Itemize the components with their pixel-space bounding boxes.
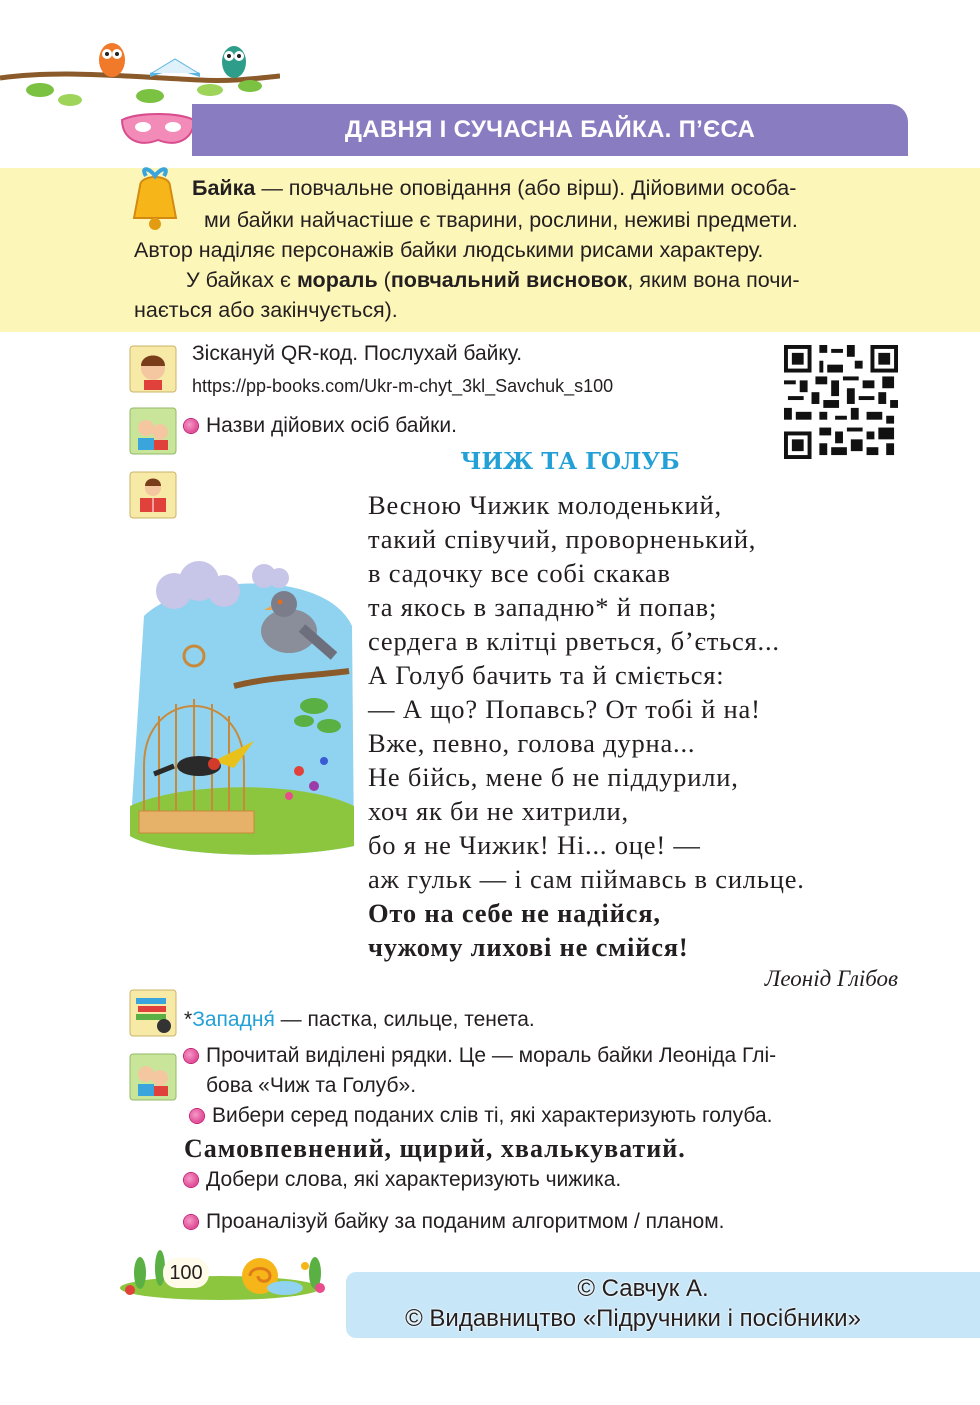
definition-text: (	[377, 268, 391, 292]
poem-line: та якось в западню* й попав;	[368, 592, 718, 622]
poem-line: сердега в клітці рветься, б’ється...	[368, 626, 780, 656]
poem-line: аж гульк — і сам піймавсь в сильце.	[368, 864, 805, 894]
copyright-author: © Савчук А.	[577, 1275, 709, 1302]
word-options: Самовпевнений, щирий, хвалькуватий.	[184, 1134, 686, 1163]
dictionary-icon	[126, 986, 180, 1040]
poem-moral-line: Ото на себе не надійся,	[368, 898, 661, 928]
bell-icon	[120, 166, 190, 236]
qr-url[interactable]: https://pp-books.com/Ukr-m-chyt_3kl_Savchuk_s100	[192, 376, 614, 396]
definition-bold: мораль	[296, 268, 378, 292]
task-choose-words	[190, 1102, 772, 1130]
poem-line: Весною Чижик молоденький,	[368, 490, 722, 520]
definition-line-2: ми байки найчастіше є тварини, рослини, неживі предмети.	[204, 208, 798, 232]
task-read-moral	[184, 1042, 776, 1070]
page-number: 100	[163, 1258, 209, 1288]
task-text: Проаналізуй байку за поданим алгоритмом / планом.	[206, 1210, 725, 1233]
task-characters	[184, 412, 457, 440]
poem-line: Не бійсь, мене б не піддурили,	[368, 762, 739, 792]
bullet-icon	[184, 1049, 198, 1063]
qr-code[interactable]	[784, 345, 898, 459]
definition-line-1	[192, 172, 796, 204]
task-text: Вибери серед поданих слів ті, які характеризують голуба.	[212, 1104, 773, 1127]
poem-line: Вже, певно, голова дурна...	[368, 728, 696, 758]
copyright-publisher: © Видавництво «Підручники і посібники»	[405, 1305, 861, 1332]
cage-and-pigeon-illustration	[124, 556, 364, 866]
poem-line: бо я не Чижик! Ні... оце! —	[368, 830, 701, 860]
footnote-star: *	[184, 1008, 193, 1031]
definition-line-3: Автор наділяє персонажів байки людськими рисами характеру.	[134, 238, 764, 262]
poem-line: А Голуб бачить та й сміється:	[368, 660, 725, 690]
poem-line: хоч як би не хитрили,	[368, 796, 629, 826]
footnote-word: Западня́	[192, 1008, 275, 1031]
listen-icon	[126, 342, 180, 396]
footnote-definition: — пастка, сильце, тенета.	[274, 1008, 535, 1031]
bullet-icon	[184, 1173, 198, 1187]
branch-owls-decoration	[0, 20, 280, 110]
talk-icon	[126, 1050, 180, 1104]
talk-icon	[126, 404, 180, 458]
qr-task-text: Зіскануй QR-код. Послухай байку.	[192, 342, 523, 365]
task-text-continued: бова «Чиж та Голуб».	[206, 1074, 417, 1097]
definition-text: У байках є	[186, 268, 297, 292]
section-title-banner	[192, 104, 908, 156]
section-title: ДАВНЯ І СУЧАСНА БАЙКА. П’ЄСА	[344, 116, 756, 143]
definition-line-5: нається або закінчується).	[134, 298, 398, 322]
definition-bold: повчальний висновок	[390, 268, 628, 292]
definition-line-4	[186, 264, 800, 296]
poem-body	[368, 488, 805, 964]
poem-title: ЧИЖ ТА ГОЛУБ	[460, 448, 680, 475]
poem-line: в садочку все собі скакав	[368, 558, 671, 588]
copyright-box	[346, 1272, 980, 1338]
definition-text: — повчальне оповідання (або вірш). Дійовими особа-	[255, 176, 797, 200]
snail-flowers-decoration	[120, 1238, 335, 1308]
poem-moral-line: чужому лихові не смійся!	[368, 932, 689, 962]
poem-line: — А що? Попавсь? От тобі й на!	[368, 694, 761, 724]
bullet-icon	[190, 1109, 204, 1123]
poem-author: Леонід Глібов	[764, 966, 898, 991]
bullet-icon	[184, 419, 198, 433]
task-text: Добери слова, які характеризують чижика.	[206, 1168, 622, 1191]
task-text: Прочитай виділені рядки. Це — мораль байки Леоніда Глі-	[206, 1044, 777, 1067]
read-icon	[126, 468, 180, 522]
task-characters-text: Назви дійових осіб байки.	[206, 414, 457, 437]
task-chizh-words	[184, 1166, 621, 1194]
theatre-mask-icon	[118, 110, 198, 150]
definition-term: Байка	[192, 176, 256, 200]
task-analyze	[184, 1208, 725, 1236]
bullet-icon	[184, 1215, 198, 1229]
footnote	[184, 1006, 535, 1034]
definition-text: , яким вона почи-	[627, 268, 800, 292]
poem-line: такий співучий, проворненький,	[368, 524, 757, 554]
